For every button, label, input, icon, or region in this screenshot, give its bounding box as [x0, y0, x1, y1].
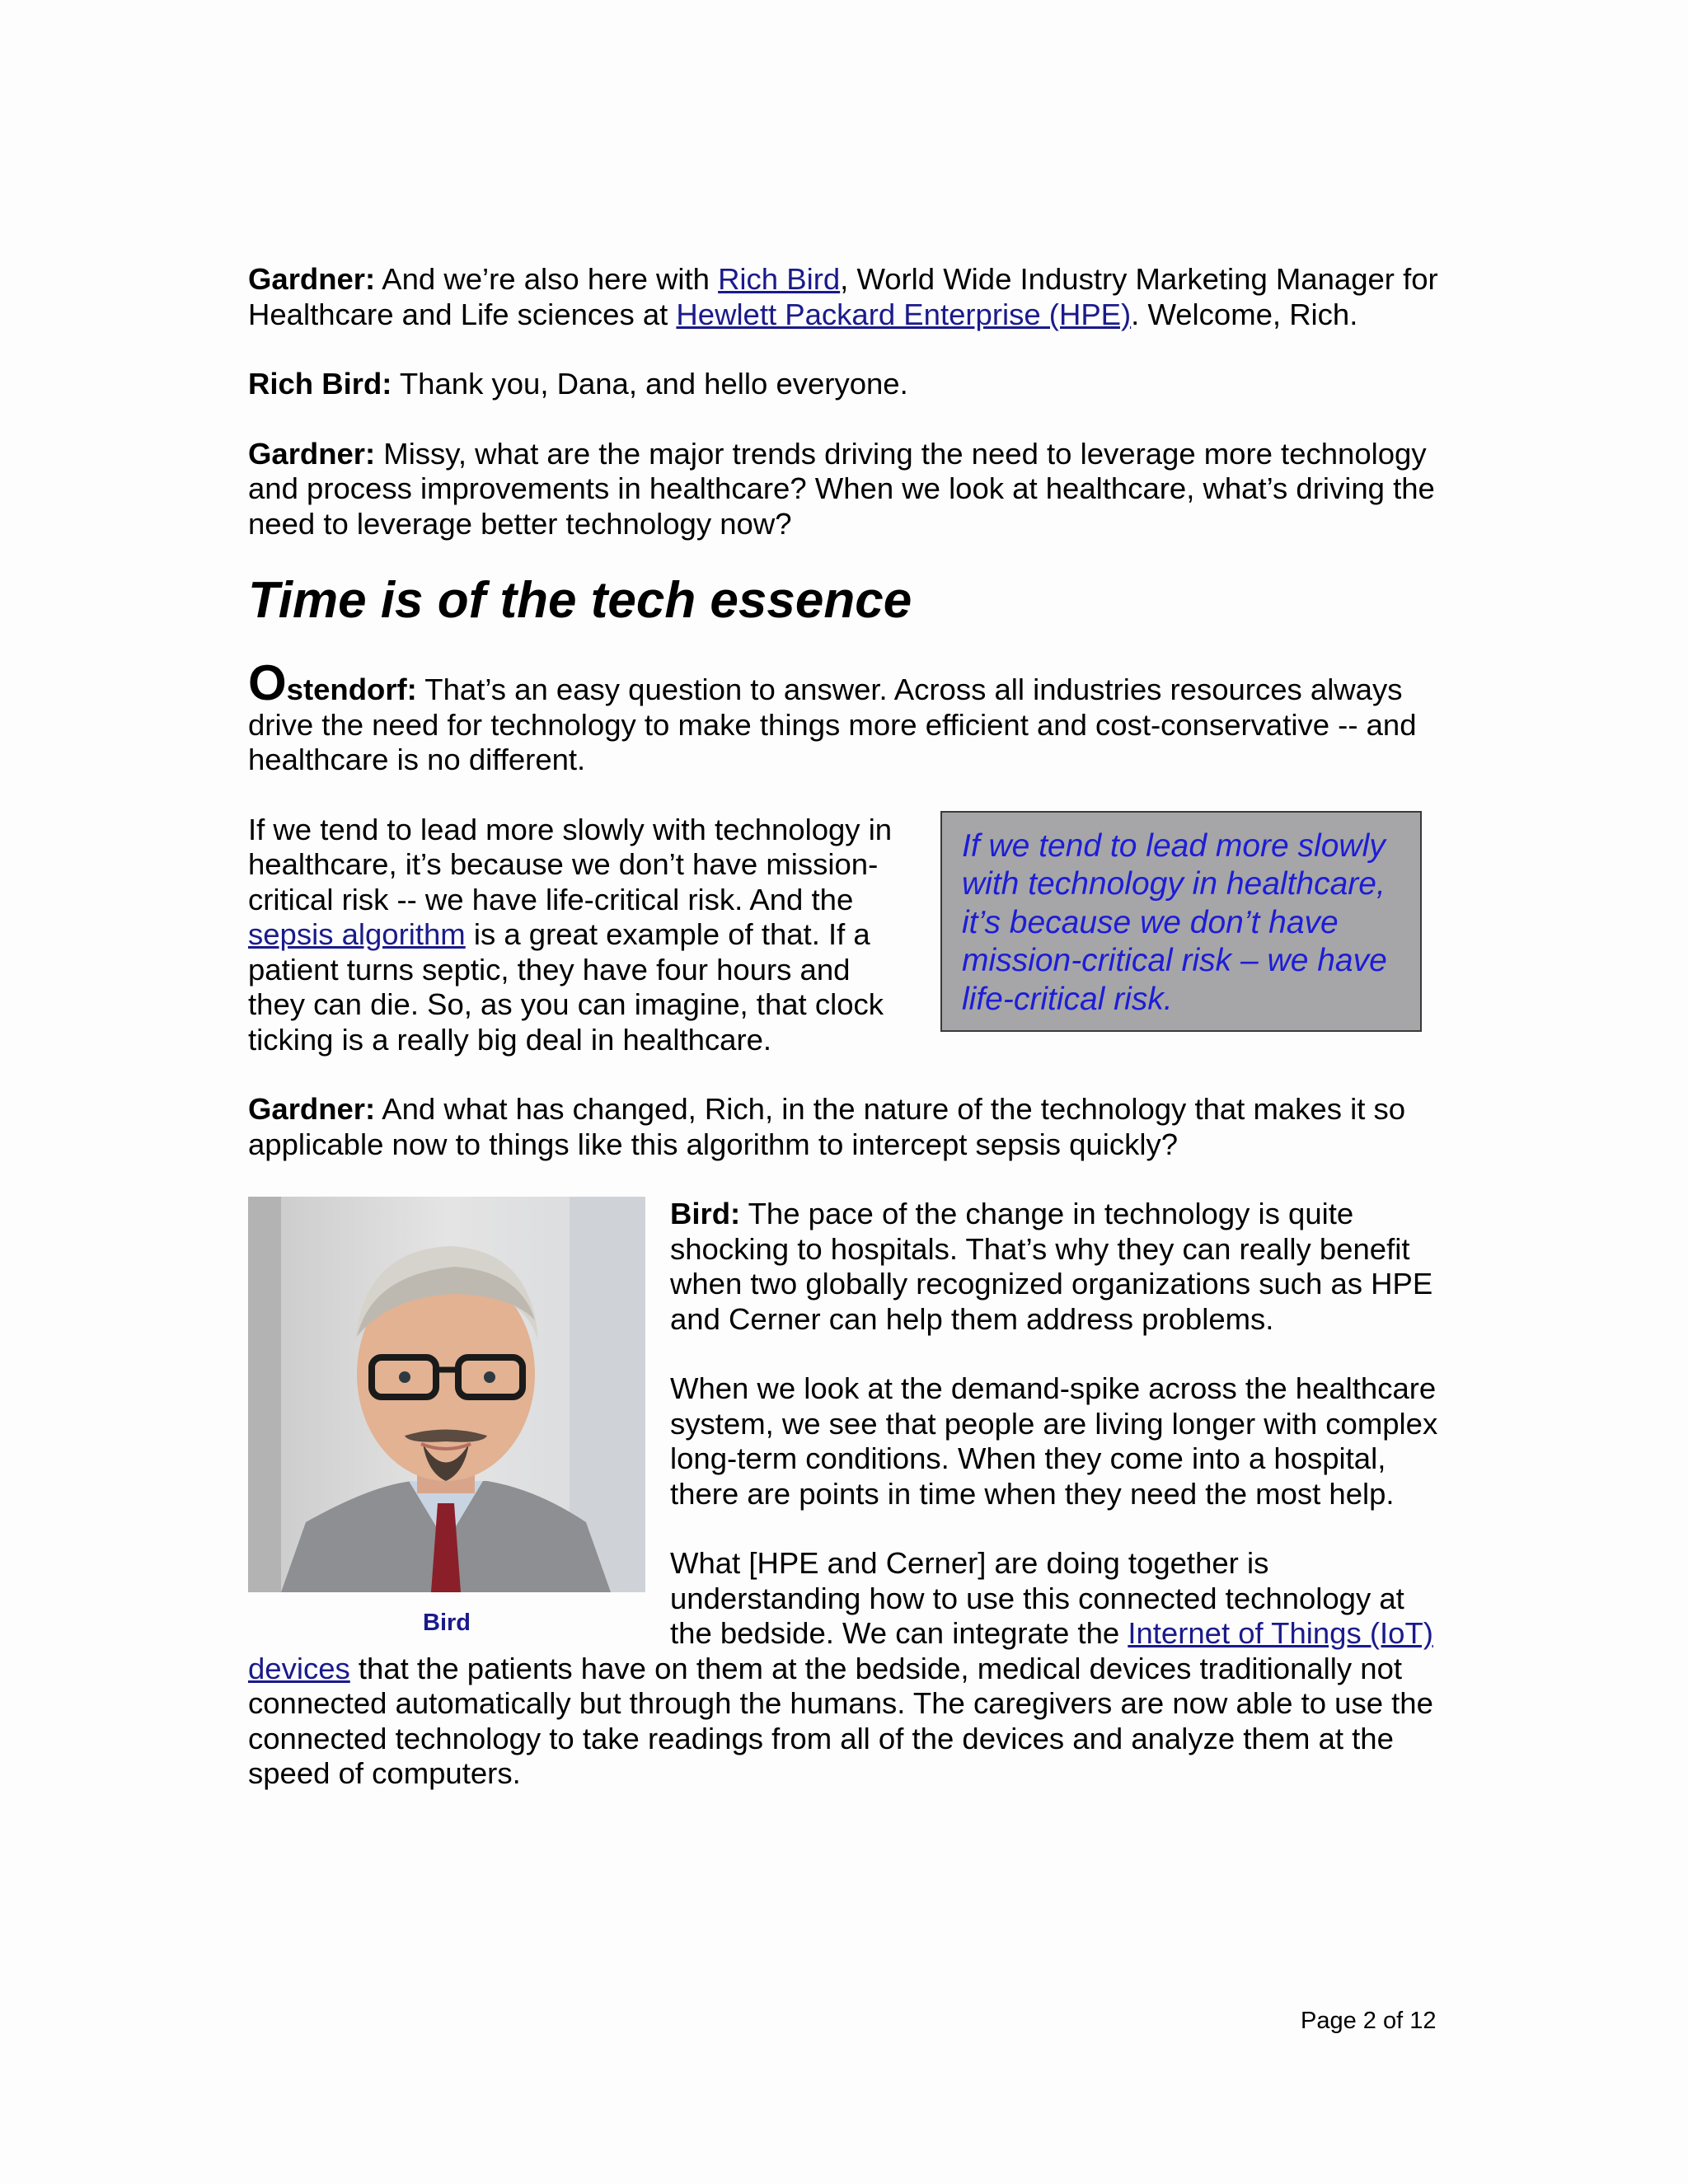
- speaker-label: stendorf:: [286, 673, 417, 706]
- paragraph-text: The pace of the change in technology is quite shocking to hospitals. That’s why they can really benefit when two globally recognized organizations such as HPE and Cerner can help them address problems.: [670, 1197, 1433, 1336]
- bird-portrait-photo: [248, 1197, 645, 1592]
- rich-bird-link[interactable]: Rich Bird: [718, 262, 841, 296]
- hpe-link[interactable]: Hewlett Packard Enterprise (HPE): [676, 297, 1132, 331]
- paragraph-text: Missy, what are the major trends driving the need to leverage more technology and process improvements in healthcare? When we look at healthcare, what’s driving the need to leverage better technology now?: [248, 436, 1435, 541]
- paragraph-text: And we’re also here with: [375, 262, 719, 296]
- paragraph-text: Thank you, Dana, and hello everyone.: [392, 367, 908, 401]
- photo-caption: Bird: [423, 1610, 471, 1636]
- paragraph-ostendorf: [248, 655, 1451, 778]
- pull-quote: If we tend to lead more slowly with technology in healthcare, it’s because we don’t have mission-critical risk – we have life-critical risk.: [940, 811, 1422, 1032]
- drop-cap: O: [248, 655, 287, 710]
- paragraph-text: , World Wide Industry Marketing Manager for Healthcare and Life sciences at: [248, 262, 1438, 331]
- paragraph-text: that the patients have on them at the bedside, medical devices traditionally not connected automatically but through the humans. The caregivers are now able to use the connected technology to take readings from all of the devices and analyze them at the speed of computers.: [248, 1651, 1433, 1790]
- paragraph-gardner-trends: [248, 437, 1451, 542]
- page-number: Page 2 of 12: [1301, 2008, 1437, 2034]
- paragraph-text: . Welcome, Rich.: [1131, 297, 1358, 331]
- paragraph-gardner-changed: [248, 1092, 1451, 1162]
- paragraph-text: That’s an easy question to answer. Across all industries resources always drive the need for technology to make things more efficient and cost-conservative -- and healthcare is no different.: [248, 673, 1417, 776]
- paragraph-text: When we look at the demand-spike across the healthcare system, we see that people are living longer with complex long-term conditions. When they come into a hospital, there are points in time when they need the most help.: [670, 1371, 1438, 1511]
- bird-photo-figure: [248, 1197, 645, 1637]
- sepsis-algorithm-link[interactable]: sepsis algorithm: [248, 917, 466, 951]
- section-heading: Time is of the tech essence: [248, 572, 912, 629]
- speaker-label: Gardner:: [248, 436, 376, 471]
- speaker-label: Rich Bird:: [248, 367, 392, 401]
- iot-devices-link[interactable]: Internet of Things (IoT) devices: [248, 1616, 1433, 1685]
- paragraph-text: And what has changed, Rich, in the nature of the technology that makes it so applicable now to things like this algorithm to intercept sepsis quickly?: [248, 1092, 1406, 1161]
- speaker-label: Gardner:: [248, 1092, 376, 1126]
- paragraph-bird-thanks: [248, 367, 1451, 402]
- article-body: [248, 262, 1451, 1826]
- paragraph-gardner-intro: [248, 262, 1451, 332]
- speaker-label: Bird:: [670, 1197, 741, 1230]
- paragraph-text: If we tend to lead more slowly with technology in healthcare, it’s because we don’t have mission-critical risk -- we have life-critical risk. And the: [248, 812, 893, 916]
- quote-row: [248, 813, 1451, 1058]
- paragraph-life-critical: [248, 813, 899, 1058]
- paragraph-text: is a great example of that. If a patient turns septic, they have four hours and they can die. So, as you can imagine, that clock ticking is a really big deal in healthcare.: [248, 917, 884, 1057]
- speaker-label: Gardner:: [248, 262, 376, 296]
- paragraph-text: What [HPE and Cerner] are doing together is understanding how to use this connected technology at the bedside. We can integrate the: [670, 1546, 1404, 1650]
